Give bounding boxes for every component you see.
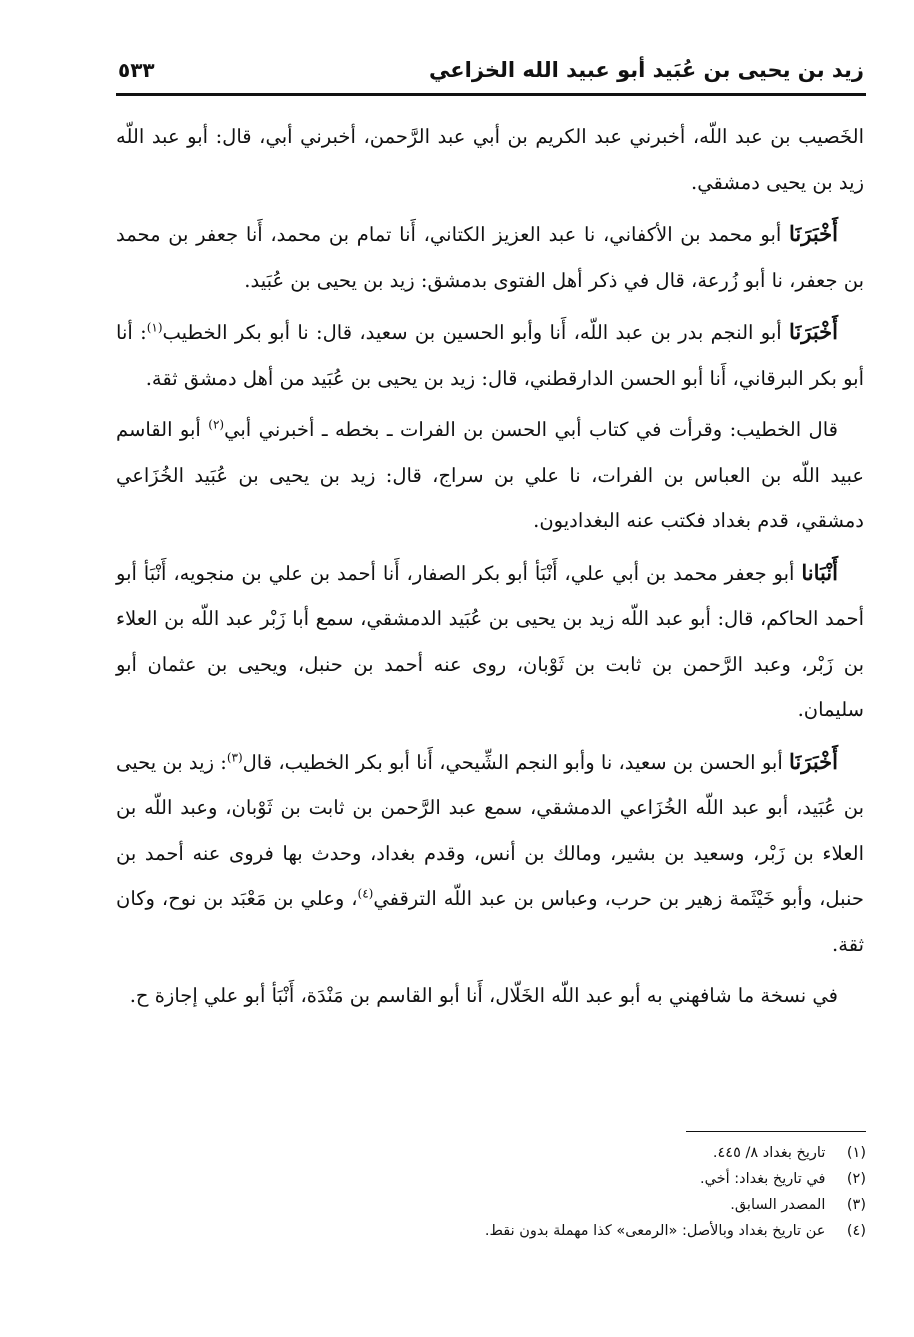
paragraph-text: أبو جعفر محمد بن أبي علي، أَنْبَأ أبو بكر الصفار، أَنا أحمد بن علي بن منجويه، أَنْبَأ أبو أحمد الحاكم، قال: أبو عبد اللّه زيد بن يحيى بن عُبَيد الدمشقي، سمع أبا زَبْر عبد اللّه بن العلاء بن زَبْر، وعبد الرَّحمن بن ثابت بن ثَوْبان، روى عنه أحمد بن حنبل، ويحيى بن عثمان أبو سليمان. [116,561,864,721]
paragraph-lead-word: أَخْبَرَنَا [789,748,838,774]
footnote-reference: (٢) [208,417,225,432]
running-title: زيد بن يحيى بن عُبَيد أبو عبيد الله الخزاعي [429,58,864,82]
main-text [116,114,864,1025]
paragraph-2 [116,211,864,303]
footnote-text: في تاريخ بغداد: أخي. [699,1171,826,1187]
footnote-reference: (١) [146,320,163,335]
footnote-4 [116,1218,866,1244]
footnote-text: المصدر السابق. [730,1197,826,1213]
paragraph-text-continued: أبو القاسم عبيد اللّه بن العباس بن الفرات، نا علي بن سراج، قال: زيد بن يحيى بن عُبَيد الخُزَاعي دمشقي، قدم بغداد فكتب عنه البغداديون. [116,418,864,532]
paragraph-lead-word: أَخْبَرَنَا [789,221,838,246]
footnote-3 [116,1192,866,1218]
paragraph-lead-word: أَخْبَرَنَا [789,319,838,344]
footnote-number: (٣) [846,1197,866,1213]
footnote-text: عن تاريخ بغداد وبالأصل: «الرمعى» كذا مهملة بدون نقط. [484,1223,826,1239]
paragraph-4 [116,407,864,544]
paragraph-5 [116,550,864,733]
footnote-1 [116,1140,866,1166]
paragraph-text-continued: : زيد بن يحيى بن عُبَيد، أبو عبد اللّه الخُزَاعي الدمشقي، سمع عبد الرَّحمن بن ثابت بن ثَوْبان، وعبد اللّه بن العلاء بن زَبْر، وسعيد بن بشير، ومالك بن أنس، وقدم بغداد، وحدث بها فروى عنه أحمد بن حنبل، وأبو خَيْثَمة زهير بن حرب، وعباس بن عبد اللّه الترقفي [116,750,864,910]
paragraph-text: أبو الحسن بن سعيد، نا وأبو النجم الشِّيحي، أَنا أبو بكر الخطيب، قال [242,750,783,774]
paragraph-7 [116,973,864,1019]
footnote-number: (٤) [846,1223,866,1239]
footnote-2 [116,1166,866,1192]
paragraph-text-continued: ، وعلي بن مَعْبَد بن نوح، وكان ثقة. [116,887,864,956]
running-header [118,56,864,92]
paragraph-text-continued: : أنا أبو بكر البرقاني، أَنا أبو الحسن الدارقطني، قال: زيد بن يحيى بن عُبَيد من أهل دمشق ثقة. [116,321,864,390]
paragraph-1 [116,114,864,205]
paragraph-lead-word: أَنْبَانا [801,559,838,585]
footnote-reference: (٣) [226,750,243,764]
paragraph-6 [116,739,864,968]
footnote-number: (٢) [846,1171,866,1187]
footnote-text: تاريخ بغداد ٨/ ٤٤٥. [712,1145,826,1161]
paragraph-text: في نسخة ما شافهني به أبو عبد اللّه الخَلّال، أَنا أبو القاسم بن مَنْدَة، أَنْبَأ أبو علي إجازة ح. [129,984,838,1007]
footnotes [116,1140,866,1244]
paragraph-text: الخَصيب بن عبد اللّه، أخبرني عبد الكريم بن أبي عبد الرَّحمن، أخبرني أبي، قال: أبو عبد اللّه زيد بن يحيى دمشقي. [116,125,864,194]
paragraph-text: أبو النجم بدر بن عبد اللّه، أَنا وأبو الحسين بن سعيد، قال: نا أبو بكر الخطيب [162,321,782,344]
footnote-reference: (٤) [357,886,374,901]
paragraph-3 [116,309,864,401]
page-number: ٥٣٣ [118,58,155,82]
footnote-rule [686,1131,866,1132]
header-rule [116,93,866,96]
footnote-number: (١) [846,1145,866,1161]
paragraph-text: أبو محمد بن الأكفاني، نا عبد العزيز الكتاني، أَنا تمام بن محمد، أَنا جعفر بن محمد بن جعفر، نا أبو زُرعة، قال في ذكر أهل الفتوى بدمشق: زيد بن يحيى بن عُبَيد. [116,223,864,292]
paragraph-text: قال الخطيب: وقرأت في كتاب أبي الحسن بن الفرات ـ بخطه ـ أخبرني أبي [224,418,838,441]
